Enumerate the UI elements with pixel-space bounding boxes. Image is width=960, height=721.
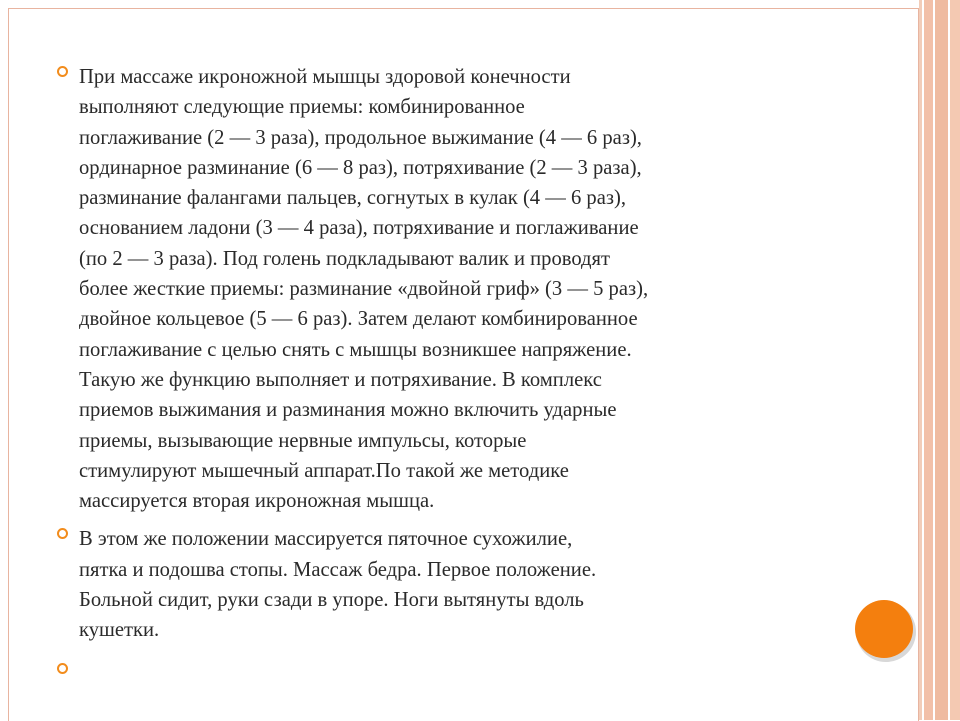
bullet-paragraph-3 [57,659,837,689]
paragraph-text: В этом же положении массируется пяточное сухожилие, пятка и подошва стопы. Массаж бедра. Первое положение. Больной сидит, руки сзади в упоре. Ноги вытянуты вдоль кушетки. [79,528,597,642]
slide-content [57,62,837,689]
paragraph-text: При массаже икроножной мышцы здоровой конечности выполняют следующие приемы: комбинированное поглаживание (2 — 3 раза), продольное выжимание (4 — 6 раз), ординарное разминание (6 — 8 раз), потряхивание (2 — 3 раза), разминание фалангами пальцев, согнутых в кулак (4 — 6 раз), основанием ладони (3 — 4 раза), потряхивание и поглаживание (по 2 — 3 раза). Под голень подкладывают валик и проводят более жесткие приемы: разминание «двойной гриф» (3 — 5 раз), двойное кольцевое (5 — 6 раз). Затем делают комбинированное поглаживание с целью снять с мышцы возникшее напряжение. Такую же функцию выполняет и потряхивание. В комплекс приемов выжимания и разминания можно включить ударные приемы, вызывающие нервные импульсы, которые стимулируют мышечный аппарат.По такой же методике массируется вторая икроножная мышца. [79,66,649,513]
decorative-stripes [919,0,960,720]
bullet-paragraph-2 [57,524,837,645]
orange-circle-decoration [855,600,913,658]
circle-bullet-icon [57,528,68,539]
circle-bullet-icon [57,663,68,674]
bullet-paragraph-1 [57,62,837,516]
circle-bullet-icon [57,66,68,77]
